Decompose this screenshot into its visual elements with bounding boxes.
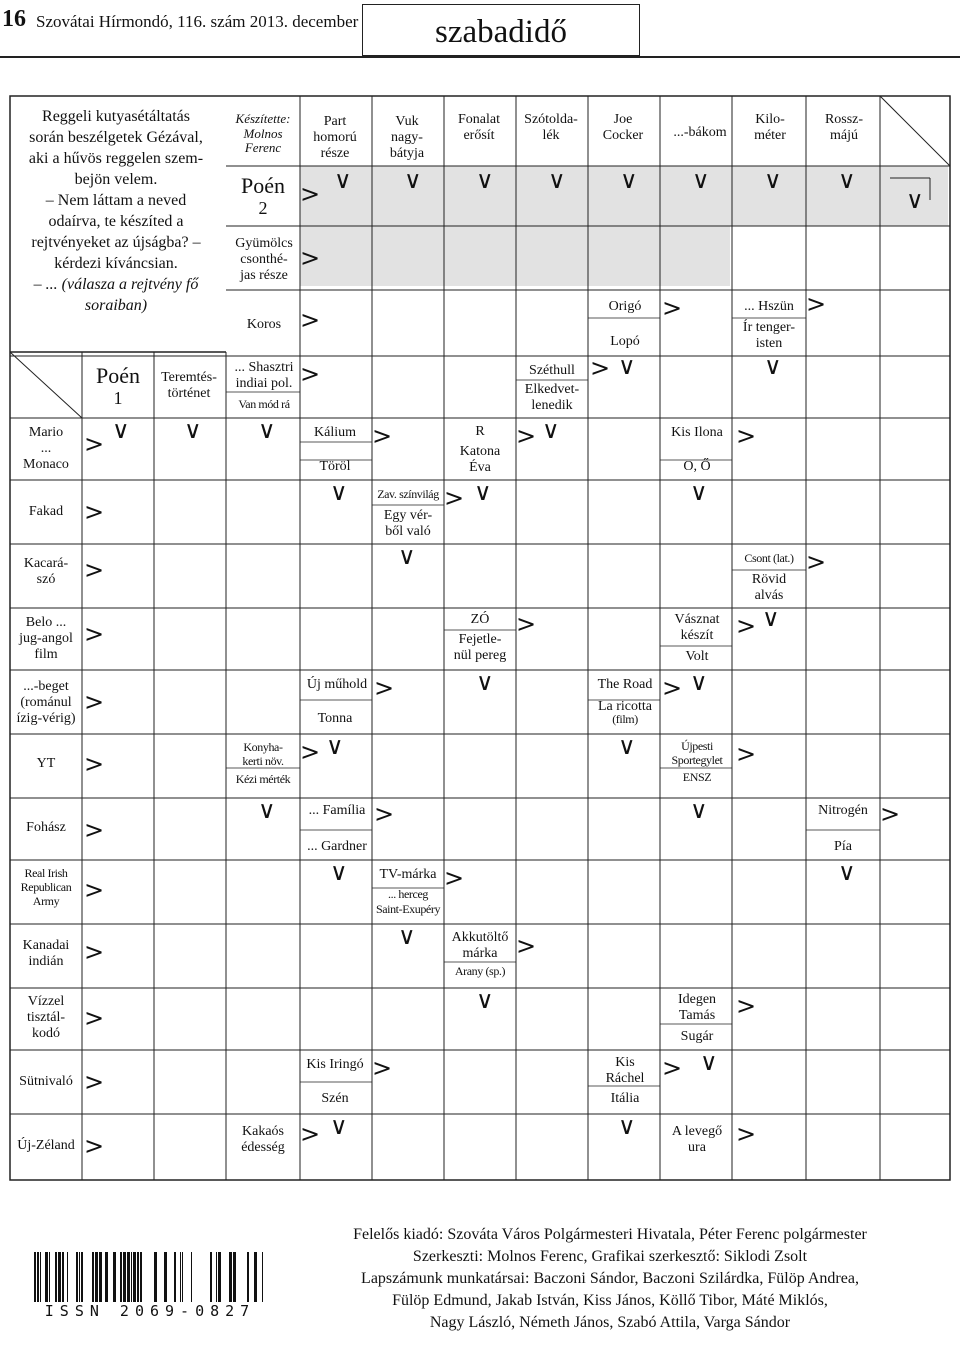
clue-c1 — [300, 108, 370, 168]
clue-line: Monaco — [23, 457, 69, 473]
poen-2-number: 2 — [258, 198, 268, 219]
right-arrow-icon: > — [662, 1054, 683, 1082]
clue-c19 — [516, 380, 588, 416]
clue-line: Katona — [459, 443, 501, 459]
clue-line: ből való — [385, 524, 431, 539]
clue-c2 — [372, 108, 442, 168]
clue-line: ... Gardner — [307, 838, 367, 854]
clue-c33 — [12, 612, 80, 666]
clue-c7 — [732, 108, 808, 148]
clue-c68 — [588, 1088, 662, 1110]
clue-c22 — [300, 456, 370, 478]
clue-c12 — [588, 330, 662, 354]
clue-line: A levegő — [671, 1123, 723, 1139]
clue-c45 — [226, 738, 300, 772]
right-arrow-icon: > — [736, 740, 757, 768]
clue-c50 — [300, 800, 374, 822]
clue-line: méter — [754, 128, 786, 143]
clue-line: Van mód rá — [238, 397, 290, 412]
right-arrow-icon: > — [84, 938, 105, 966]
clue-line: Arany (sp.) — [454, 964, 506, 979]
clue-c3 — [444, 108, 514, 148]
clue-c27 — [12, 500, 80, 524]
right-arrow-icon: > — [662, 294, 683, 322]
clue-c60 — [444, 962, 516, 982]
right-arrow-icon: > — [84, 1068, 105, 1096]
clue-line: Republican — [20, 880, 72, 895]
right-arrow-icon: > — [806, 548, 827, 576]
clue-line: Pía — [834, 838, 852, 854]
down-arrow-icon: ∨ — [764, 166, 782, 194]
clue-c66 — [300, 1088, 370, 1110]
imprint-line: Lapszámunk munkatársai: Baczoni Sándor, Baczoni Szilárdka, Fülöp Andrea, — [361, 1270, 859, 1287]
clue-c58 — [12, 934, 80, 974]
clue-line: készít — [680, 628, 714, 643]
intro-line: aki a hűvös reggelen szem- — [28, 150, 204, 167]
down-arrow-icon: ∨ — [398, 922, 416, 950]
clue-line: Fakad — [28, 503, 64, 519]
clue-line: Egy vér- — [383, 507, 433, 523]
clue-c67 — [588, 1054, 662, 1088]
clue-c40 — [300, 708, 370, 730]
down-arrow-icon: ∨ — [476, 986, 494, 1014]
clue-line: Mario — [28, 424, 64, 440]
clue-line: Fohász — [26, 819, 66, 835]
right-arrow-icon: > — [516, 422, 537, 450]
clue-c25 — [660, 422, 734, 444]
clue-c31 — [732, 548, 806, 570]
clue-line: (film) — [612, 712, 638, 727]
clue-c57 — [372, 902, 444, 918]
clue-line: Kálium — [314, 424, 356, 440]
right-arrow-icon: > — [444, 864, 465, 892]
clue-line: Szótolda- — [524, 111, 578, 127]
clue-line: Kacará- — [23, 555, 69, 571]
clue-c52 — [806, 800, 880, 822]
down-arrow-icon: ∨ — [330, 1112, 348, 1140]
clue-line: bátyja — [389, 146, 425, 162]
clue-line: édesség — [241, 1140, 285, 1155]
clue-c35 — [444, 630, 516, 666]
clue-line: Itália — [610, 1090, 640, 1106]
right-arrow-icon: > — [736, 992, 757, 1020]
clue-line: Joe — [613, 111, 633, 127]
clue-line: Töröl — [319, 458, 351, 474]
clue-c61 — [12, 990, 80, 1046]
poen-2 — [226, 166, 300, 226]
down-arrow-icon: ∨ — [700, 1048, 718, 1076]
down-arrow-icon: ∨ — [548, 166, 566, 194]
intro-line: Reggeli kutyasétáltatás — [42, 108, 190, 125]
imprint — [300, 1224, 920, 1334]
clue-line: Ír tenger- — [742, 319, 796, 335]
clue-line: Saint-Exupéry — [375, 902, 441, 917]
clue-line: Tamás — [678, 1008, 716, 1023]
clue-line: ENSZ — [682, 770, 712, 785]
down-arrow-icon: ∨ — [258, 796, 276, 824]
clue-line: Real Irish — [24, 866, 68, 881]
clue-c6 — [660, 118, 740, 148]
clue-line: The Road — [597, 676, 653, 692]
imprint-line: Nagy László, Németh János, Szabó Attila, Varga Sándor — [429, 1314, 791, 1331]
right-arrow-icon: > — [516, 932, 537, 960]
clue-line: Kakaós — [242, 1123, 284, 1139]
down-arrow-icon: ∨ — [474, 478, 492, 506]
down-arrow-icon: ∨ — [838, 166, 856, 194]
poen-2-title: Poén — [241, 173, 285, 198]
down-arrow-icon: ∨ — [542, 416, 560, 444]
clue-line: Újpesti — [681, 739, 713, 754]
clue-line: Gyümölcs — [235, 235, 293, 251]
clue-line: Széthull — [529, 362, 575, 378]
clue-line: Rossz- — [824, 111, 864, 127]
clue-line: nül pereg — [453, 648, 507, 663]
clue-line: Rövid — [751, 571, 787, 587]
clue-c20 — [12, 420, 80, 478]
clue-line: Belo ... — [25, 614, 67, 630]
down-arrow-icon: ∨ — [476, 166, 494, 194]
clue-line: Fejetle- — [458, 631, 502, 647]
clue-line: ... — [40, 440, 52, 456]
right-arrow-icon: > — [84, 750, 105, 778]
clue-c48 — [660, 768, 734, 788]
poen-1-title: Poén — [96, 363, 140, 388]
intro-line: kérdezi kíváncsian. — [54, 255, 178, 272]
down-arrow-icon: ∨ — [334, 166, 352, 194]
issn-number: ISSN 2069-0827 — [44, 1302, 256, 1320]
clue-c38 — [12, 676, 80, 730]
clue-line: ...-bákom — [673, 124, 727, 140]
clue-line: indiai pol. — [235, 376, 293, 391]
publication-title: Szovátai Hírmondó, 116. szám 2013. december — [36, 12, 359, 31]
clue-c65 — [300, 1054, 370, 1076]
clue-c24 — [444, 442, 516, 478]
right-arrow-icon: > — [300, 1120, 321, 1148]
clue-line: Part — [323, 113, 347, 129]
clue-line: Koros — [246, 316, 282, 332]
intro-line: – Nem láttam a neved — [45, 192, 187, 209]
right-arrow-icon: > — [84, 688, 105, 716]
clue-c18 — [516, 360, 588, 382]
right-arrow-icon: > — [84, 498, 105, 526]
clue-c39 — [300, 674, 374, 696]
clue-c8 — [806, 108, 882, 148]
clue-line: ízig-vérig) — [16, 711, 76, 727]
clue-line: Kézi mérték — [235, 772, 291, 787]
down-arrow-icon: ∨ — [330, 858, 348, 886]
clue-c41 — [588, 674, 662, 696]
page-number: 16 — [2, 6, 26, 32]
clue-line: Akkutöltő — [451, 930, 509, 945]
right-arrow-icon: > — [84, 1132, 105, 1160]
clue-line: Kilo- — [755, 111, 785, 127]
down-arrow-icon: ∨ — [398, 542, 416, 570]
clue-line: ZÓ — [470, 611, 490, 627]
clue-c71 — [660, 1120, 734, 1160]
down-arrow-icon: ∨ — [112, 416, 130, 444]
clue-line: Kis Ilona — [671, 424, 723, 440]
clue-c15 — [154, 366, 224, 406]
clue-line: Cocker — [602, 128, 644, 143]
clue-c54 — [12, 862, 80, 914]
clue-line: Elkedvet- — [524, 381, 580, 397]
author-label: Készítette: — [235, 110, 291, 126]
author-credit — [226, 106, 300, 162]
clue-c51 — [300, 836, 374, 858]
down-arrow-icon: ∨ — [690, 478, 708, 506]
right-arrow-icon: > — [300, 244, 321, 272]
down-arrow-icon: ∨ — [476, 668, 494, 696]
clue-c64 — [12, 1070, 80, 1094]
clue-line: kerti növ. — [242, 754, 284, 768]
clue-c17 — [226, 394, 302, 416]
right-arrow-icon: > — [374, 674, 395, 702]
down-arrow-icon: ∨ — [690, 668, 708, 696]
clue-line: jug-angol — [19, 630, 73, 646]
clue-c63 — [660, 1026, 734, 1048]
clue-line: (románul — [20, 694, 72, 710]
clue-line: nagy- — [391, 129, 423, 145]
down-arrow-icon: ∨ — [906, 186, 924, 214]
clue-line: csonthé- — [240, 251, 288, 267]
clue-line: Teremtés- — [161, 369, 217, 385]
right-arrow-icon: > — [736, 422, 757, 450]
clue-line: isten — [755, 336, 783, 351]
right-arrow-icon: > — [806, 290, 827, 318]
intro-line: odaírva, te készíted a — [48, 213, 184, 230]
clue-c9 — [226, 230, 302, 290]
clue-c14 — [732, 318, 806, 354]
clue-line: Kis Iringó — [306, 1056, 364, 1072]
clue-line: Csont (lat.) — [744, 551, 794, 566]
down-arrow-icon: ∨ — [326, 732, 344, 760]
right-arrow-icon: > — [300, 306, 321, 334]
clue-line: történet — [167, 386, 211, 401]
clue-line: Konyha- — [243, 740, 283, 755]
clue-line: májú — [830, 128, 858, 143]
clue-c11 — [588, 295, 662, 319]
clue-line: ura — [688, 1140, 706, 1155]
clue-line: kodó — [32, 1026, 60, 1042]
clue-line: Tonna — [317, 710, 353, 726]
clue-line: Idegen — [677, 992, 717, 1007]
imprint-line: Fülöp Edmund, Jakab István, Kiss János, Köllő Tibor, Máté Miklós, — [392, 1292, 828, 1309]
clue-line: Vásznat — [674, 611, 720, 627]
clue-line: Éva — [469, 460, 491, 475]
clue-c62 — [660, 992, 734, 1024]
clue-line: YT — [36, 755, 56, 771]
clue-line: O, Ő — [683, 458, 711, 474]
clue-c36 — [660, 610, 734, 646]
clue-line: része — [320, 146, 350, 162]
intro-line: rejtvényeket az újságba? – — [31, 234, 201, 251]
clue-c23 — [444, 422, 516, 442]
clue-c13 — [732, 295, 806, 319]
right-arrow-icon: > — [300, 360, 321, 388]
clue-c47 — [660, 738, 734, 770]
author-name: Molnos — [243, 125, 283, 141]
intro-line: – ... (válasza a rejtvény fő — [33, 276, 199, 293]
clue-line: márka — [462, 946, 498, 961]
clue-c43 — [588, 712, 662, 728]
right-arrow-icon: > — [84, 620, 105, 648]
author-name: Ferenc — [244, 140, 282, 156]
clue-line: film — [34, 647, 58, 663]
down-arrow-icon: ∨ — [692, 166, 710, 194]
clue-line: La ricotta — [597, 698, 653, 714]
intro-line: során beszélgetek Gézával, — [29, 129, 203, 146]
clue-line: jas része — [240, 268, 288, 284]
clue-line: Nitrogén — [818, 802, 868, 818]
clue-c55 — [372, 864, 444, 886]
right-arrow-icon: > — [516, 610, 537, 638]
clue-line: Vízzel — [27, 993, 65, 1009]
right-arrow-icon: > — [84, 876, 105, 904]
clue-c44 — [12, 752, 80, 776]
clue-line: Szén — [321, 1090, 349, 1106]
clue-line: Lopó — [610, 333, 640, 349]
clue-c69 — [12, 1134, 80, 1158]
clue-c21 — [300, 422, 370, 444]
down-arrow-icon: ∨ — [330, 478, 348, 506]
clue-c16 — [226, 360, 302, 392]
clue-line: Új-Zéland — [17, 1137, 75, 1153]
right-arrow-icon: > — [84, 556, 105, 584]
clue-line: Ráchel — [605, 1071, 645, 1086]
clue-c70 — [226, 1120, 300, 1160]
clue-line: Sütnivaló — [19, 1073, 73, 1089]
section-title: szabadidő — [362, 4, 640, 56]
clue-line: lenedik — [531, 398, 573, 413]
down-arrow-icon: ∨ — [620, 166, 638, 194]
clue-line: erősít — [463, 128, 495, 143]
clue-line: Zav. színvilág — [377, 487, 439, 502]
right-arrow-icon: > — [84, 816, 105, 844]
down-arrow-icon: ∨ — [838, 858, 856, 886]
clue-c10 — [226, 310, 302, 340]
down-arrow-icon: ∨ — [184, 416, 202, 444]
clue-c4 — [516, 108, 586, 148]
clue-line: tisztál- — [26, 1009, 66, 1025]
right-arrow-icon: > — [880, 800, 901, 828]
intro-line: bejön velem. — [74, 171, 158, 188]
clue-c29 — [372, 506, 444, 542]
clue-line: Kis — [615, 1054, 635, 1070]
clue-c28 — [372, 485, 444, 505]
right-arrow-icon: > — [372, 1054, 393, 1082]
clue-c49 — [12, 816, 80, 840]
clue-line: Új műhold — [306, 676, 368, 692]
down-arrow-icon: ∨ — [258, 416, 276, 444]
down-arrow-icon: ∨ — [618, 1112, 636, 1140]
clue-c53 — [806, 836, 880, 858]
clue-line: Sugár — [680, 1028, 714, 1044]
barcode — [30, 1252, 270, 1302]
clue-line: ... Hszün — [744, 298, 794, 314]
right-arrow-icon: > — [444, 484, 465, 512]
clue-line: Origó — [608, 298, 642, 314]
clue-line: Vuk — [395, 113, 419, 129]
clue-line: Fonalat — [458, 111, 500, 127]
right-arrow-icon: > — [300, 180, 321, 208]
clue-line: ...-beget — [23, 678, 69, 694]
clue-line: ... Shasztri — [234, 360, 294, 375]
clue-c34 — [444, 610, 516, 630]
clue-line: Kanadai — [22, 937, 70, 953]
down-arrow-icon: ∨ — [690, 796, 708, 824]
clue-line: ... Família — [308, 802, 366, 818]
right-arrow-icon: > — [590, 354, 611, 382]
clue-line: homorú — [313, 129, 357, 145]
clue-line: indián — [28, 954, 64, 969]
down-arrow-icon: ∨ — [618, 732, 636, 760]
clue-c30 — [12, 552, 80, 592]
down-arrow-icon: ∨ — [762, 604, 780, 632]
imprint-line: Felelős kiadó: Szováta Város Polgármesteri Hivatala, Péter Ferenc polgármester — [353, 1226, 867, 1243]
imprint-line: Szerkeszti: Molnos Ferenc, Grafikai szerkesztő: Siklodi Zsolt — [412, 1248, 808, 1265]
right-arrow-icon: > — [84, 430, 105, 458]
right-arrow-icon: > — [662, 674, 683, 702]
down-arrow-icon: ∨ — [618, 352, 636, 380]
down-arrow-icon: ∨ — [764, 352, 782, 380]
down-arrow-icon: ∨ — [404, 166, 422, 194]
clue-c5 — [588, 108, 658, 148]
clue-line: R — [475, 423, 485, 439]
poen-1 — [82, 356, 154, 416]
right-arrow-icon: > — [84, 1004, 105, 1032]
clue-line: lék — [542, 128, 560, 143]
clue-line: alvás — [754, 588, 784, 603]
intro-text — [16, 106, 216, 316]
clue-line: TV-márka — [379, 866, 437, 882]
right-arrow-icon: > — [300, 738, 321, 766]
right-arrow-icon: > — [372, 422, 393, 450]
poen-1-number: 1 — [113, 388, 123, 409]
clue-line: szó — [36, 572, 56, 587]
clue-c46 — [226, 770, 300, 790]
clue-line: ... herceg — [388, 887, 428, 902]
clue-c32 — [732, 570, 806, 606]
intro-line: soraiban) — [84, 297, 148, 314]
clue-c37 — [660, 646, 734, 668]
clue-c59 — [444, 930, 516, 962]
clue-c26 — [660, 456, 734, 478]
right-arrow-icon: > — [736, 612, 757, 640]
clue-line: Volt — [685, 648, 709, 664]
right-arrow-icon: > — [736, 1120, 757, 1148]
clue-line: Sportegylet — [671, 753, 723, 767]
clue-line: Army — [32, 893, 60, 908]
right-arrow-icon: > — [374, 800, 395, 828]
